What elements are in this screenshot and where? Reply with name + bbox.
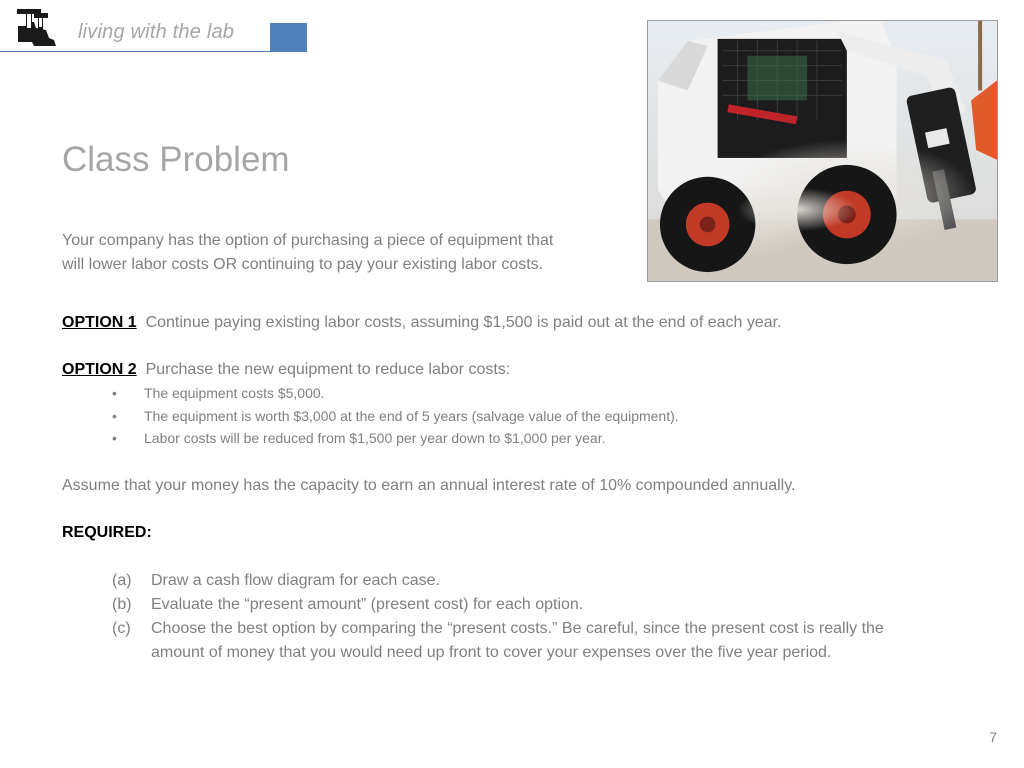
option-1: [62, 311, 782, 335]
option-2-bullets: [112, 382, 679, 450]
list-item: [112, 405, 679, 428]
assumption-text: Assume that your money has the capacity to earn an annual interest rate of 10% compounded annually.: [62, 477, 796, 494]
bullet-text: Labor costs will be reduced from $1,500 per year down to $1,000 per year.: [144, 430, 606, 446]
intro-line-1: Your company has the option of purchasing a piece of equipment that: [62, 232, 554, 249]
required-heading: REQUIRED:: [62, 524, 152, 541]
option-1-text: Continue paying existing labor costs, assuming $1,500 is paid out at the end of each year.: [145, 314, 782, 331]
requirements-list: [112, 569, 932, 665]
bullet-icon: •: [112, 385, 117, 401]
list-item: [112, 427, 679, 450]
list-item: [112, 382, 679, 405]
bullet-text: The equipment costs $5,000.: [144, 385, 325, 401]
list-item: [112, 617, 932, 665]
option-2-label: OPTION 2: [62, 361, 137, 378]
requirement-text: Draw a cash flow diagram for each case.: [151, 572, 441, 589]
tagline: living with the lab: [78, 21, 235, 43]
option-2-text: Purchase the new equipment to reduce labor costs:: [145, 361, 511, 378]
list-item: [112, 593, 932, 617]
list-item: [112, 569, 932, 593]
option-1-label: OPTION 1: [62, 314, 137, 331]
requirement-marker: (a): [112, 572, 132, 589]
bullet-icon: •: [112, 430, 117, 446]
header-accent-block: [270, 23, 307, 52]
header-divider: [0, 51, 307, 52]
bullet-text: The equipment is worth $3,000 at the end of 5 years (salvage value of the equipment).: [144, 407, 679, 424]
intro-paragraph: [62, 229, 642, 277]
requirement-text: Evaluate the “present amount” (present cost) for each option.: [151, 596, 584, 613]
page-number: 7: [989, 729, 997, 745]
slide-title: Class Problem: [62, 140, 290, 179]
requirement-marker: (b): [112, 596, 132, 613]
skid-steer-photo: [647, 20, 998, 282]
intro-line-2: will lower labor costs OR continuing to pay your existing labor costs.: [62, 256, 544, 273]
option-2: [62, 358, 510, 382]
bullet-icon: •: [112, 407, 117, 424]
requirement-marker: (c): [112, 620, 131, 637]
latech-logo-icon: [16, 8, 58, 48]
requirement-text: Choose the best option by comparing the “present costs.” Be careful, since the present cost is really the amount of money that you would need up front to cover your expenses over the five year period.: [151, 620, 884, 661]
